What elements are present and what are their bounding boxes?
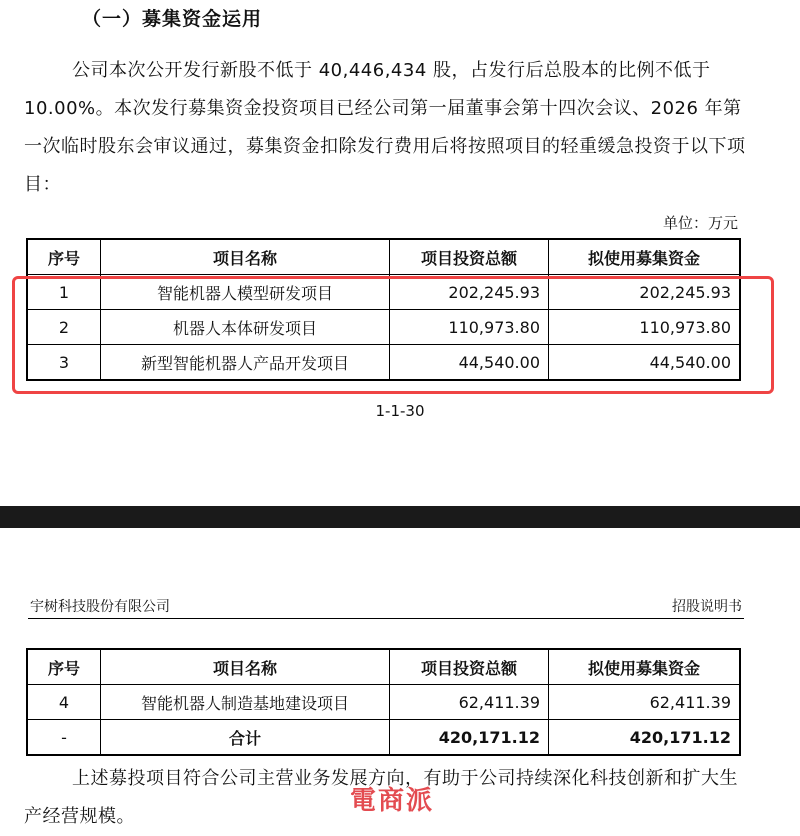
header-no: 序号 bbox=[27, 649, 101, 685]
table-total-row bbox=[27, 720, 740, 756]
intro-paragraph: 公司本次公开发行新股不低于 40,446,434 股，占发行后总股本的比例不低于 10.00%。本次发行募集资金投资项目已经公司第一届董事会第十四次会议、2026 年第一次临时股东会审议通过，募集资金扣除发行费用后将按照项目的轻重缓急投资于以下项目： bbox=[24, 60, 746, 195]
header-company: 宇树科技股份有限公司 bbox=[30, 599, 170, 615]
highlight-box bbox=[12, 276, 774, 394]
watermark-logo: 電商派 bbox=[350, 786, 435, 816]
cell-project-name: 机器人本体研发项目 bbox=[101, 310, 390, 345]
header-rule bbox=[28, 618, 744, 619]
section-heading: （一）募集资金运用 bbox=[82, 8, 263, 30]
unit-label: 单位：万元 bbox=[662, 214, 738, 232]
cell-raised-funds: 110,973.80 bbox=[549, 310, 741, 345]
table-row bbox=[27, 685, 740, 720]
cell-total-label: 合计 bbox=[101, 720, 390, 756]
table-header-row bbox=[27, 239, 740, 275]
cell-raised-funds: 44,540.00 bbox=[549, 345, 741, 381]
header-total-investment: 项目投资总额 bbox=[390, 649, 549, 685]
cell-project-name: 智能机器人模型研发项目 bbox=[101, 275, 390, 310]
header-raised-funds: 拟使用募集资金 bbox=[549, 239, 741, 275]
cell-raised-funds: 62,411.39 bbox=[549, 685, 741, 720]
header-project-name: 项目名称 bbox=[101, 649, 390, 685]
header-project-name: 项目名称 bbox=[101, 239, 390, 275]
cell-project-name: 新型智能机器人产品开发项目 bbox=[101, 345, 390, 381]
header-doc-type: 招股说明书 bbox=[672, 599, 742, 615]
cell-total-raised-funds: 420,171.12 bbox=[549, 720, 741, 756]
header-raised-funds: 拟使用募集资金 bbox=[549, 649, 741, 685]
page-divider bbox=[0, 506, 800, 528]
cell-no: 4 bbox=[27, 685, 101, 720]
cell-raised-funds: 202,245.93 bbox=[549, 275, 741, 310]
page-number: 1-1-30 bbox=[375, 402, 425, 420]
cell-total-investment: 110,973.80 bbox=[390, 310, 549, 345]
cell-project-name: 智能机器人制造基地建设项目 bbox=[101, 685, 390, 720]
header-total-investment: 项目投资总额 bbox=[390, 239, 549, 275]
closing-paragraph: 上述募投项目符合公司主营业务发展方向，有助于公司持续深化科技创新和扩大生产经营规模。 bbox=[24, 768, 738, 827]
header-no: 序号 bbox=[27, 239, 101, 275]
cell-no: - bbox=[27, 720, 101, 756]
cell-total-investment: 44,540.00 bbox=[390, 345, 549, 381]
funds-table-page2 bbox=[26, 648, 741, 756]
cell-total-investment: 202,245.93 bbox=[390, 275, 549, 310]
table-header-row bbox=[27, 649, 740, 685]
cell-no: 1 bbox=[27, 275, 101, 310]
cell-total-investment: 62,411.39 bbox=[390, 685, 549, 720]
cell-no: 2 bbox=[27, 310, 101, 345]
cell-no: 3 bbox=[27, 345, 101, 381]
cell-total-investment: 420,171.12 bbox=[390, 720, 549, 756]
